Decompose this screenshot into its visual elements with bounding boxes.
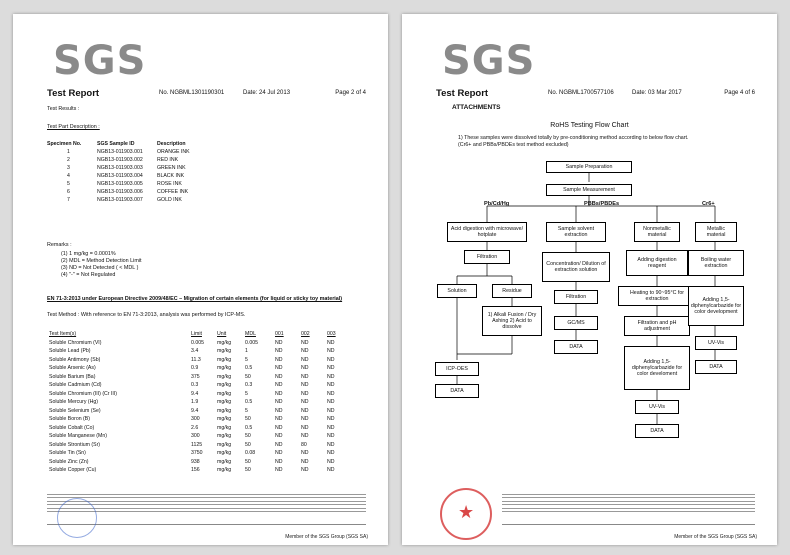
table-row [47, 347, 351, 356]
specimen-cell: NGB13-011903.007 [97, 197, 143, 203]
table-cell: ND [327, 348, 335, 355]
table-cell: mg/kg [217, 433, 232, 440]
table-cell: ND [301, 373, 309, 380]
label-cr6: Cr6+ [702, 201, 715, 207]
specimen-cell: 1 [67, 149, 70, 155]
table-cell: ND [327, 458, 335, 465]
address-line [502, 524, 755, 530]
table-cell: mg/kg [217, 450, 232, 457]
table-cell: mg/kg [217, 424, 232, 431]
table-cell: 3750 [191, 450, 203, 457]
table-cell: Soluble Cobalt (Co) [49, 424, 95, 431]
box-acid-digestion: Acid digestion with microwave/ hotplate [447, 222, 527, 242]
table-row [47, 381, 351, 390]
table-cell: 0.5 [245, 365, 253, 372]
report-number: No. NGBML1301190301 [159, 90, 225, 96]
table-cell: Soluble Selenium (Se) [49, 407, 101, 414]
section-title: EN 71-3:2013 under European Directive 2009/48/EC – Migration of certain elements (for liquid or sticky toy material) [47, 296, 343, 302]
table-row [47, 449, 351, 458]
results-table [47, 330, 351, 475]
box-heating: Heating to 90~95°C for extraction [618, 286, 696, 306]
spec-header: Description [157, 141, 186, 147]
table-cell: ND [301, 450, 309, 457]
table-cell: 300 [191, 416, 200, 423]
remarks-title: Remarks : [47, 242, 72, 248]
specimen-cell: NGB13-011903.003 [97, 165, 143, 171]
label-pb-cd-hg: Pb/Cd/Hg [484, 201, 510, 207]
table-cell: Soluble Mercury (Hg) [49, 399, 99, 406]
table-cell: 80 [301, 441, 307, 448]
table-cell: mg/kg [217, 348, 232, 355]
col-header: MDL [245, 331, 256, 338]
table-cell: 0.9 [191, 365, 199, 372]
box-diphenylcarbazide-1: Adding 1,5-diphenylcarbazide for color develoment [624, 346, 690, 390]
specimen-row [47, 196, 194, 204]
table-cell: 50 [245, 433, 251, 440]
box-icp-oes: ICP-OES [435, 362, 479, 376]
specimen-cell: 6 [67, 189, 70, 195]
table-row [47, 441, 351, 450]
table-row [47, 415, 351, 424]
table-cell: 0.5 [245, 399, 253, 406]
table-cell: 0.005 [245, 339, 258, 346]
table-cell: Soluble Arsenic (As) [49, 365, 96, 372]
table-cell: mg/kg [217, 458, 232, 465]
table-cell: ND [327, 433, 335, 440]
table-cell: mg/kg [217, 356, 232, 363]
table-cell: Soluble Tin (Sn) [49, 450, 86, 457]
table-cell: ND [301, 390, 309, 397]
table-cell: ND [275, 458, 283, 465]
specimen-cell: NGB13-011903.001 [97, 149, 143, 155]
specimen-cell: 5 [67, 181, 70, 187]
table-cell: Soluble Lead (Pb) [49, 348, 91, 355]
table-cell: ND [275, 450, 283, 457]
table-cell: ND [275, 390, 283, 397]
table-cell: 50 [245, 458, 251, 465]
table-cell: 156 [191, 467, 200, 474]
specimen-row [47, 164, 194, 172]
box-filtration-1: Filtration [464, 250, 510, 264]
table-cell: ND [301, 339, 309, 346]
report-number: No. NGBML1700577106 [548, 90, 614, 96]
report-page-2 [13, 14, 388, 545]
table-cell: Soluble Chromium (III) (Cr III) [49, 390, 118, 397]
table-cell: Soluble Boron (B) [49, 416, 90, 423]
table-cell: 1 [245, 348, 248, 355]
table-cell: 5 [245, 407, 248, 414]
table-cell: mg/kg [217, 441, 232, 448]
table-cell: 1125 [191, 441, 203, 448]
test-method: Test Method : With reference to EN 71-3:2013, analysis was performed by ICP-MS. [47, 312, 246, 318]
table-cell: Soluble Zinc (Zn) [49, 458, 89, 465]
box-nonmetallic: Nonmetallic material [634, 222, 680, 242]
table-cell: ND [275, 407, 283, 414]
box-metallic: Metallic material [695, 222, 737, 242]
table-cell: mg/kg [217, 416, 232, 423]
box-boiling-water: Boiling water extraction [688, 250, 744, 276]
table-cell: ND [327, 373, 335, 380]
box-filtration-ph: Filtration and pH adjustment [624, 316, 690, 336]
specimen-cell: NGB13-011903.002 [97, 157, 143, 163]
sgs-logo: SGS [53, 38, 147, 84]
box-sample-measurement: Sample Measurement [546, 184, 632, 196]
table-cell: 0.3 [245, 382, 253, 389]
table-cell: 0.5 [245, 424, 253, 431]
box-gc-ms: GC/MS [554, 316, 598, 330]
table-cell: ND [301, 348, 309, 355]
table-row [47, 407, 351, 416]
table-cell: 5 [245, 390, 248, 397]
table-cell: mg/kg [217, 407, 232, 414]
table-row [47, 364, 351, 373]
table-cell: ND [327, 399, 335, 406]
specimen-row [47, 188, 194, 196]
table-cell: 0.3 [191, 382, 199, 389]
table-cell: ND [275, 348, 283, 355]
table-row [47, 390, 351, 399]
flow-chart-title: RoHS Testing Flow Chart [550, 122, 629, 129]
table-cell: ND [301, 467, 309, 474]
box-digestion-reagent: Adding digestion reagent [626, 250, 688, 276]
box-diphenylcarbazide-2: Adding 1,5-diphenylcarbazide for color development [688, 286, 744, 326]
table-cell: ND [275, 373, 283, 380]
table-cell: ND [327, 382, 335, 389]
table-cell: 5 [245, 356, 248, 363]
box-sample-preparation: Sample Preparation [546, 161, 632, 173]
table-cell: ND [327, 416, 335, 423]
table-cell: ND [301, 424, 309, 431]
test-part-label: Test Part Description : [47, 124, 100, 130]
table-cell: ND [301, 356, 309, 363]
fine-print [502, 492, 755, 512]
specimen-cell: BLACK INK [157, 173, 185, 179]
box-data-3: DATA [635, 424, 679, 438]
table-cell: 50 [245, 441, 251, 448]
table-cell: mg/kg [217, 339, 232, 346]
col-header: 003 [327, 331, 336, 338]
table-row [47, 398, 351, 407]
box-data-2: DATA [554, 340, 598, 354]
report-page-4 [402, 14, 777, 545]
specimen-row [47, 148, 194, 156]
specimen-cell: 3 [67, 165, 70, 171]
note-line-2: (Cr6+ and PBBs/PBDEs test method excluded) [458, 142, 569, 148]
box-solution: Solution [437, 284, 477, 298]
sgs-logo: SGS [442, 38, 536, 84]
table-cell: ND [301, 407, 309, 414]
table-cell: Soluble Copper (Cu) [49, 467, 97, 474]
box-uv-vis-2: UV-Vis [695, 336, 737, 350]
table-cell: ND [301, 458, 309, 465]
table-cell: 9.4 [191, 390, 199, 397]
table-cell: ND [275, 467, 283, 474]
page-number: Page 4 of 6 [724, 90, 755, 96]
table-cell: ND [275, 424, 283, 431]
table-cell: Soluble Chromium (VI) [49, 339, 102, 346]
attachments-title: ATTACHMENTS [452, 104, 501, 111]
table-cell: mg/kg [217, 390, 232, 397]
company-seal [440, 488, 492, 540]
col-header: Test Item(s) [49, 331, 77, 338]
page-number: Page 2 of 4 [335, 90, 366, 96]
table-cell: ND [327, 441, 335, 448]
report-title: Test Report [47, 88, 100, 99]
specimen-cell: NGB13-011903.005 [97, 181, 143, 187]
table-cell: ND [275, 433, 283, 440]
box-alkali-fusion: 1) Alkali Fusion / Dry Ashing 2) Acid to dissolve [482, 306, 542, 336]
table-cell: 1.9 [191, 399, 199, 406]
specimen-cell: NGB13-011903.004 [97, 173, 143, 179]
label-pbbs-pbdes: PBBs/PBDEs [584, 201, 620, 207]
table-row [47, 339, 351, 348]
specimen-cell: 4 [67, 173, 70, 179]
table-cell: Soluble Cadmium (Cd) [49, 382, 102, 389]
box-data-4: DATA [695, 360, 737, 374]
table-cell: 0.005 [191, 339, 204, 346]
box-uv-vis-1: UV-Vis [635, 400, 679, 414]
specimen-cell: GREEN INK [157, 165, 186, 171]
table-cell: Soluble Manganese (Mn) [49, 433, 107, 440]
specimen-cell: COFFEE INK [157, 189, 189, 195]
specimen-cell: ORANGE INK [157, 149, 190, 155]
table-cell: Soluble Antimony (Sb) [49, 356, 101, 363]
col-header: 002 [301, 331, 310, 338]
col-header: 001 [275, 331, 284, 338]
box-residue: Residue [492, 284, 532, 298]
box-solvent-extraction: Sample solvent extraction [546, 222, 606, 242]
table-cell: ND [327, 450, 335, 457]
table-cell: ND [327, 424, 335, 431]
table-row [47, 432, 351, 441]
table-cell: ND [301, 433, 309, 440]
note-line-1: 1) These samples were dissolved totally by pre-conditioning method according to below flow chart. [458, 135, 689, 141]
table-cell: mg/kg [217, 399, 232, 406]
table-cell: Soluble Strontium (Sr) [49, 441, 101, 448]
table-cell: 11.3 [191, 356, 201, 363]
table-cell: ND [327, 339, 335, 346]
table-cell: mg/kg [217, 365, 232, 372]
table-cell: 9.4 [191, 407, 199, 414]
table-cell: 300 [191, 433, 200, 440]
table-cell: ND [275, 416, 283, 423]
specimen-row [47, 172, 194, 180]
table-row [47, 356, 351, 365]
table-cell: 938 [191, 458, 200, 465]
specimen-cell: 2 [67, 157, 70, 163]
table-cell: ND [327, 467, 335, 474]
report-date: Date: 03 Mar 2017 [632, 90, 682, 96]
table-cell: mg/kg [217, 467, 232, 474]
remark-item: (2) MDL = Method Detection Limit [61, 258, 142, 265]
table-cell: ND [301, 399, 309, 406]
table-cell: ND [275, 356, 283, 363]
remark-item: (3) ND = Not Detected ( < MDL ) [61, 265, 139, 272]
star-icon: ★ [458, 502, 475, 522]
test-results-label: Test Results : [47, 106, 80, 112]
report-header [47, 88, 366, 100]
box-data-1: DATA [435, 384, 479, 398]
spec-header: Specimen No. [47, 141, 82, 147]
report-title: Test Report [436, 88, 489, 99]
table-cell: ND [301, 365, 309, 372]
table-cell: Soluble Barium (Ba) [49, 373, 96, 380]
table-cell: ND [275, 339, 283, 346]
specimen-cell: NGB13-011903.006 [97, 189, 143, 195]
specimen-table [47, 140, 194, 204]
table-cell: ND [275, 441, 283, 448]
remarks-list [61, 251, 142, 279]
remark-item: (1) 1 mg/kg = 0.0001% [61, 251, 116, 257]
table-row [47, 466, 351, 475]
col-header: Unit [217, 331, 227, 338]
remark-item: (4) "-" = Not Regulated [61, 272, 116, 279]
specimen-row [47, 156, 194, 164]
table-row [47, 424, 351, 433]
box-filtration-2: Filtration [554, 290, 598, 304]
table-cell: ND [275, 382, 283, 389]
spec-header: SGS Sample ID [97, 141, 135, 147]
specimen-cell: 7 [67, 197, 70, 203]
report-date: Date: 24 Jul 2013 [243, 90, 291, 96]
specimen-cell: GOLD INK [157, 197, 182, 203]
table-cell: ND [327, 407, 335, 414]
specimen-cell: RED INK [157, 157, 179, 163]
table-cell: 50 [245, 467, 251, 474]
table-cell: 375 [191, 373, 200, 380]
col-header: Limit [191, 331, 202, 338]
table-cell: 2.6 [191, 424, 199, 431]
specimen-row [47, 180, 194, 188]
table-cell: mg/kg [217, 382, 232, 389]
specimen-cell: ROSE INK [157, 181, 182, 187]
table-cell: 0.08 [245, 450, 256, 457]
table-row [47, 373, 351, 382]
table-cell: ND [275, 399, 283, 406]
table-cell: ND [327, 365, 335, 372]
table-cell: ND [327, 356, 335, 363]
table-cell: ND [327, 390, 335, 397]
table-cell: ND [301, 382, 309, 389]
table-cell: ND [275, 365, 283, 372]
table-row [47, 458, 351, 467]
table-cell: 50 [245, 373, 251, 380]
box-concentration: Concentration/ Dilution of extraction solution [542, 252, 610, 282]
table-cell: 3.4 [191, 348, 199, 355]
table-cell: 50 [245, 416, 251, 423]
member-note: Member of the SGS Group (SGS SA) [674, 534, 757, 540]
table-cell: ND [301, 416, 309, 423]
company-seal [57, 498, 97, 538]
table-cell: mg/kg [217, 373, 232, 380]
member-note: Member of the SGS Group (SGS SA) [285, 534, 368, 540]
